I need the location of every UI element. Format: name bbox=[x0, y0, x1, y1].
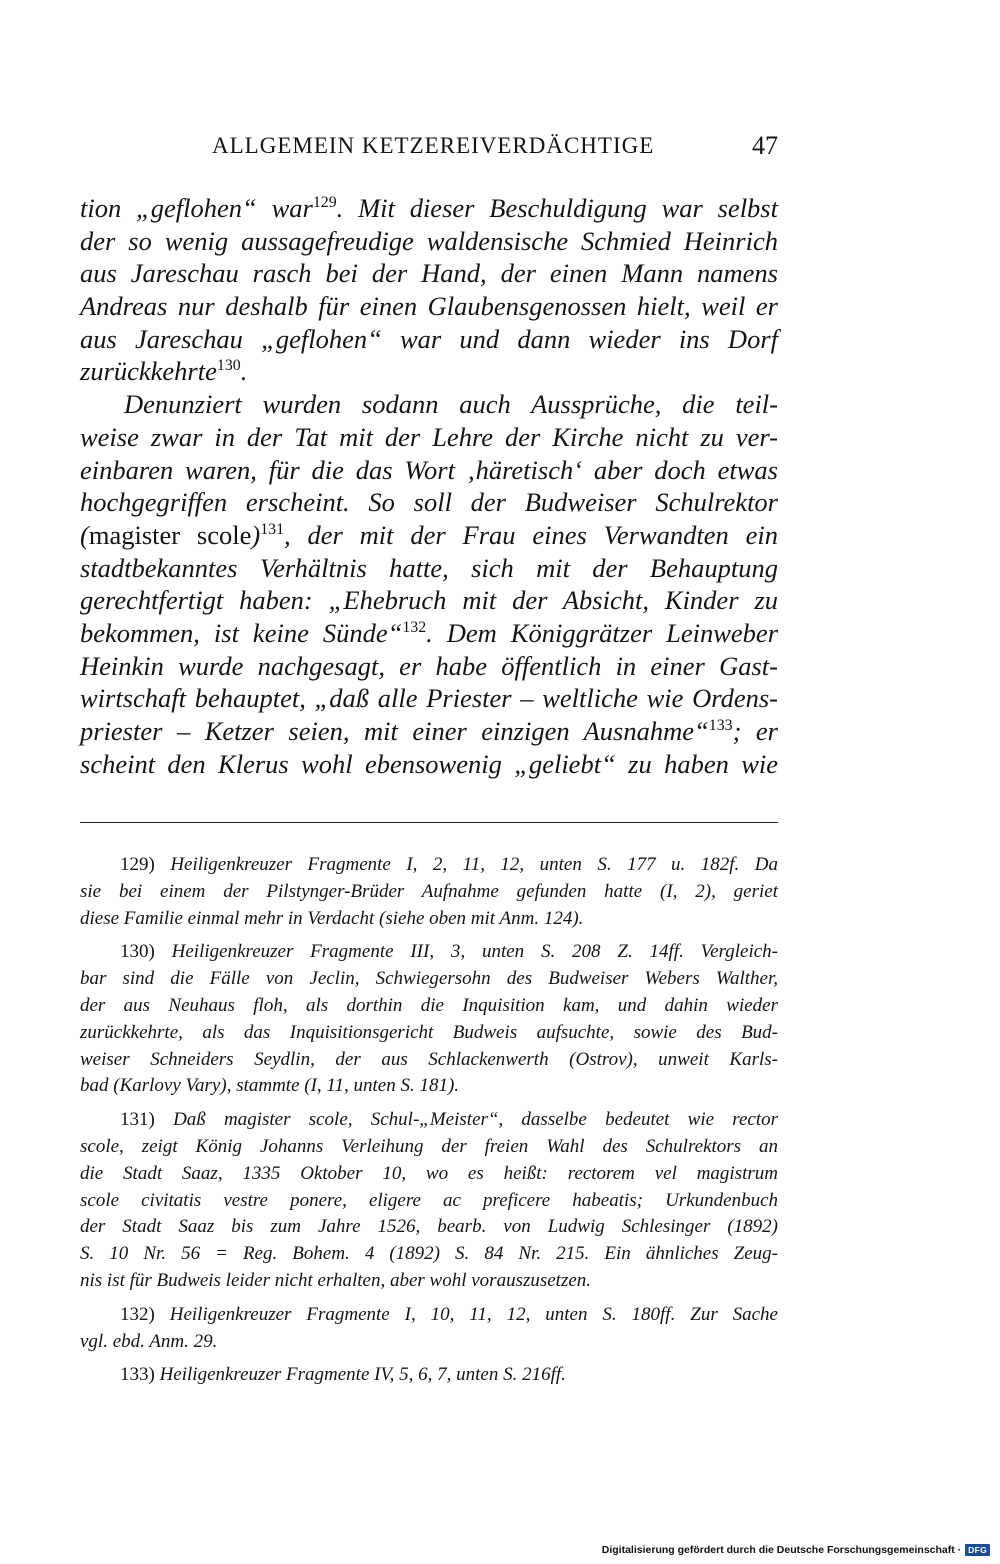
footnote-line: diese Familie einmal mehr in Verdacht (siehe oben mit Anm. 124). bbox=[80, 907, 584, 929]
text-line: bekommen, ist keine Sünde“$^{132}$. Dem Königgrätzer Leinweber bbox=[80, 617, 779, 648]
text-line: scheint den Klerus wohl ebensowenig „geliebt“ zu haben wie bbox=[80, 748, 778, 779]
main-text bbox=[80, 192, 778, 780]
footnote-ref: 129 bbox=[312, 194, 337, 212]
footnote-132: 132) Heiligenkreuzer Fragmente I, 10, 11, 12, unten S. 180ff. Zur Sache bbox=[120, 1303, 778, 1325]
footnote-129: 129) Heiligenkreuzer Fragmente I, 2, 11, 12, unten S. 177 u. 182f. Da bbox=[120, 854, 778, 875]
text-line: aus Jareschau „geflohen“ war und dann wieder ins Dorf bbox=[80, 323, 778, 354]
text-line: wirtschaft behauptet, „daß alle Priester – weltliche wie Ordens- bbox=[80, 683, 778, 714]
footnote-line: nis ist für Budweis leider nicht erhalten, aber wohl vorauszusetzen. bbox=[80, 1269, 592, 1291]
footnote-line: bad (Karlovy Vary), stammte (I, 11, unten S. 181). bbox=[80, 1075, 460, 1097]
text-line: (magister scole)$^{131}$, der mit der Frau eines Verwandten ein bbox=[80, 519, 778, 550]
footnote-line: vgl. ebd. Anm. 29. bbox=[80, 1330, 218, 1352]
footnote-133: 133) Heiligenkreuzer Fragmente IV, 5, 6, 7, unten S. 216ff. bbox=[120, 1364, 566, 1386]
footnote-ref: 132 bbox=[402, 619, 427, 637]
footnote-line: S. 10 Nr. 56 = Reg. Bohem. 4 (1892) S. 84 Nr. 215. Ein ähnliches Zeug- bbox=[80, 1243, 778, 1265]
footnote-line: weiser Schneiders Seydlin, der aus Schlackenwerth (Ostrov), unweit Karls- bbox=[80, 1048, 778, 1070]
dfg-logo-icon: DFG bbox=[965, 1544, 990, 1556]
text-line: gerechtfertigt haben: „Ehebruch mit der Absicht, Kinder zu bbox=[80, 585, 778, 616]
digitization-credit bbox=[602, 1544, 990, 1556]
text-line: Andreas nur deshalb für einen Glaubensgenossen hielt, weil er bbox=[80, 291, 778, 322]
footnote-131: 131) Daß magister scole, Schul-„Meister“, dasselbe bedeutet wie rector bbox=[120, 1109, 779, 1131]
running-head: ALLGEMEIN KETZEREIVERDÄCHTIGE bbox=[212, 133, 655, 158]
text-line: priester – Ketzer seien, mit einer einzigen Ausnahme“$^{133}$; er bbox=[80, 716, 778, 746]
page-header bbox=[80, 128, 778, 164]
text-line: zurückkehrte$^{130}$. bbox=[80, 356, 248, 387]
footnote-line: scole, zeigt König Johanns Verleihung der freien Wahl des Schulrektors an bbox=[80, 1135, 778, 1157]
footnote-line: zurückkehrte, als das Inquisitionsgericht Budweis aufsuchte, sowie des Bud- bbox=[80, 1021, 778, 1043]
paragraph-start: Denunziert wurden sodann auch Aussprüche, die teil- bbox=[124, 389, 778, 420]
text-line: Heinkin wurde nachgesagt, er habe öffentlich in einer Gast- bbox=[80, 650, 778, 681]
footnote-line: sie bei einem der Pilstynger-Brüder Aufnahme gefunden hatte (I, 2), geriet bbox=[80, 880, 778, 902]
text-line: tion „geflohen“ war$^{129}$. Mit dieser Beschuldigung war selbst bbox=[80, 193, 778, 223]
footnote-line: scole civitatis vestre ponere, eligere ac preficere habeatis; Urkundenbuch bbox=[80, 1189, 778, 1211]
footnotes bbox=[80, 852, 778, 1389]
footnote-ref: 133 bbox=[708, 717, 733, 735]
footnote-ref: 131 bbox=[260, 521, 285, 539]
text-line: hochgegriffen erscheint. So soll der Budweiser Schulrektor bbox=[80, 487, 778, 518]
text-line: weise zwar in der Tat mit der Lehre der Kirche nicht zu ver- bbox=[80, 421, 778, 452]
footnote-ref: 130 bbox=[216, 357, 241, 375]
text-line: der so wenig aussagefreudige waldensische Schmied Heinrich bbox=[80, 225, 778, 256]
footnote-line: die Stadt Saaz, 1335 Oktober 10, wo es heißt: rectorem vel magistrum bbox=[80, 1162, 778, 1184]
text-line: stadtbekanntes Verhältnis hatte, sich mit der Behauptung bbox=[80, 552, 778, 583]
footnote-line: der Stadt Saaz bis zum Jahre 1526, bearb. von Ludwig Schlesinger (1892) bbox=[80, 1216, 778, 1238]
footnote-line: der aus Neuhaus floh, als dorthin die Inquisition kam, und dahin wieder bbox=[80, 994, 778, 1016]
credit-text: Digitalisierung gefördert durch die Deutsche Forschungsgemeinschaft · bbox=[601, 1544, 962, 1556]
page-number: 47 bbox=[752, 131, 778, 160]
text-line: einbaren waren, für die das Wort ‚häretisch‘ aber doch etwas bbox=[80, 454, 778, 485]
footnote-line: bar sind die Fälle von Jeclin, Schwiegersohn des Budweiser Webers Walther, bbox=[80, 968, 778, 990]
footnote-130: 130) Heiligenkreuzer Fragmente III, 3, unten S. 208 Z. 14ff. Vergleich- bbox=[120, 941, 779, 963]
text-line: aus Jareschau rasch bei der Hand, der einen Mann namens bbox=[80, 258, 778, 289]
footnote-divider bbox=[80, 822, 778, 823]
